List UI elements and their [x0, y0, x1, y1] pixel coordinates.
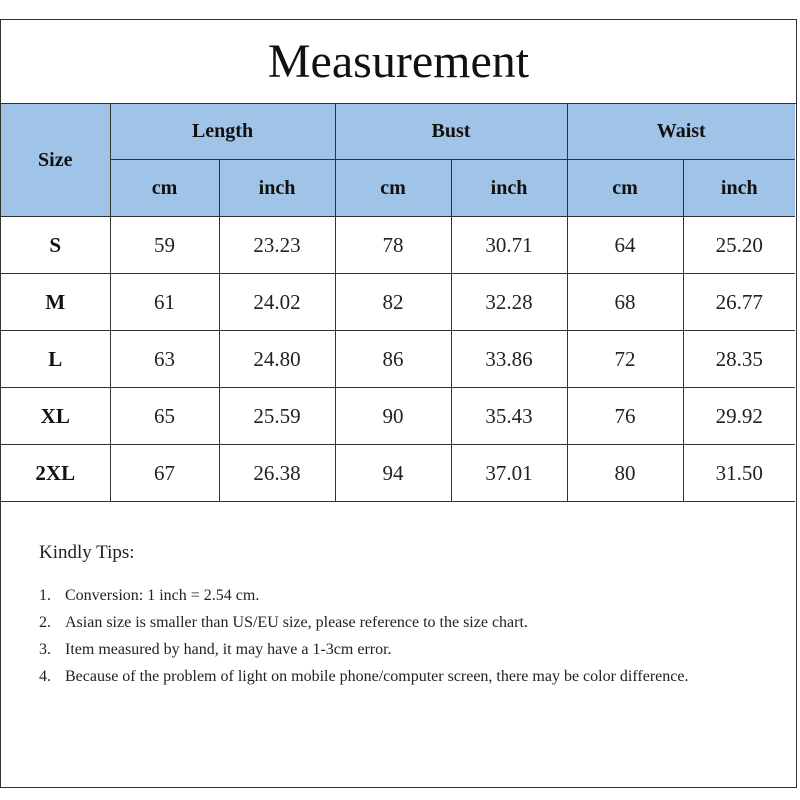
measurement-cell: 68 — [567, 274, 683, 331]
length-header: Length — [110, 104, 335, 160]
size-chart-frame — [0, 19, 797, 788]
tip-item — [39, 609, 739, 636]
table-row — [1, 388, 795, 445]
measurement-cell: 24.80 — [219, 331, 335, 388]
measurement-cell: 25.20 — [683, 217, 795, 274]
size-cell: 2XL — [1, 445, 110, 502]
measurement-cell: 72 — [567, 331, 683, 388]
tip-number: 3. — [39, 641, 51, 658]
waist-header: Waist — [567, 104, 795, 160]
measurement-cell: 67 — [110, 445, 219, 502]
unit-header: cm — [110, 160, 219, 217]
measurement-cell: 29.92 — [683, 388, 795, 445]
measurement-cell: 33.86 — [451, 331, 567, 388]
measurement-cell: 26.77 — [683, 274, 795, 331]
table-row — [1, 445, 795, 502]
size-cell: L — [1, 331, 110, 388]
size-cell: XL — [1, 388, 110, 445]
measurement-cell: 24.02 — [219, 274, 335, 331]
tip-number: 4. — [39, 668, 51, 685]
tip-text: Because of the problem of light on mobile phone/computer screen, there may be color difference. — [65, 668, 689, 685]
unit-header: inch — [219, 160, 335, 217]
measurement-cell: 76 — [567, 388, 683, 445]
kindly-tips — [39, 542, 739, 690]
tip-text: Conversion: 1 inch = 2.54 cm. — [65, 587, 260, 604]
table-row — [1, 274, 795, 331]
table-row — [1, 331, 795, 388]
size-header: Size — [1, 104, 110, 217]
measurement-cell: 32.28 — [451, 274, 567, 331]
measurement-cell: 63 — [110, 331, 219, 388]
measurement-cell: 37.01 — [451, 445, 567, 502]
measurement-cell: 94 — [335, 445, 451, 502]
measurement-cell: 82 — [335, 274, 451, 331]
measurement-cell: 23.23 — [219, 217, 335, 274]
tip-number: 2. — [39, 614, 51, 631]
size-cell: S — [1, 217, 110, 274]
measurement-cell: 78 — [335, 217, 451, 274]
measurement-cell: 61 — [110, 274, 219, 331]
tip-text: Item measured by hand, it may have a 1-3cm error. — [65, 641, 392, 658]
measurement-cell: 30.71 — [451, 217, 567, 274]
measurement-cell: 64 — [567, 217, 683, 274]
bust-header: Bust — [335, 104, 567, 160]
measurement-cell: 90 — [335, 388, 451, 445]
measurement-cell: 80 — [567, 445, 683, 502]
tip-item — [39, 636, 739, 663]
tip-text: Asian size is smaller than US/EU size, please reference to the size chart. — [65, 614, 528, 631]
size-table — [1, 104, 795, 502]
unit-header: inch — [451, 160, 567, 217]
measurement-cell: 26.38 — [219, 445, 335, 502]
measurement-cell: 31.50 — [683, 445, 795, 502]
tip-item — [39, 582, 739, 609]
page-title: Measurement — [1, 20, 796, 104]
measurement-cell: 35.43 — [451, 388, 567, 445]
tip-item — [39, 663, 739, 690]
unit-header: inch — [683, 160, 795, 217]
unit-header: cm — [567, 160, 683, 217]
measurement-cell: 59 — [110, 217, 219, 274]
table-header-row — [1, 104, 795, 160]
tips-list — [39, 582, 739, 690]
unit-header: cm — [335, 160, 451, 217]
measurement-cell: 86 — [335, 331, 451, 388]
size-cell: M — [1, 274, 110, 331]
table-row — [1, 217, 795, 274]
tip-number: 1. — [39, 587, 51, 604]
tips-heading: Kindly Tips: — [39, 542, 135, 563]
measurement-cell: 65 — [110, 388, 219, 445]
measurement-cell: 25.59 — [219, 388, 335, 445]
measurement-cell: 28.35 — [683, 331, 795, 388]
unit-header-row — [1, 160, 795, 217]
